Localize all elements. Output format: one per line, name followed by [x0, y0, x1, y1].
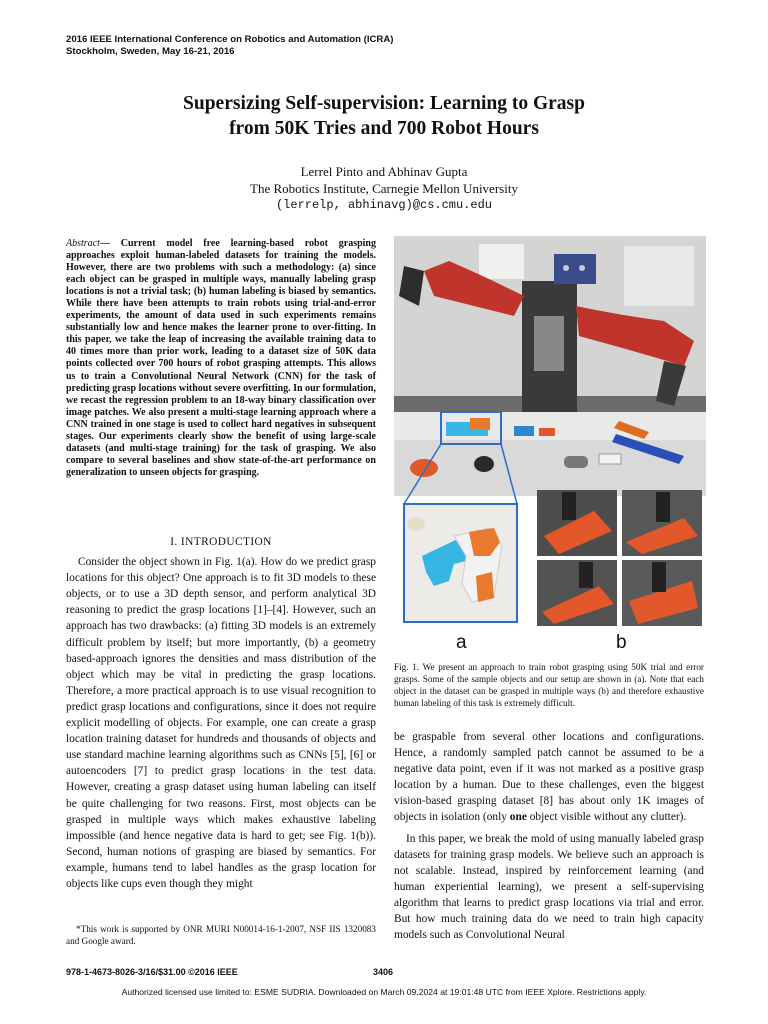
- conference-location: Stockholm, Sweden, May 16-21, 2016: [66, 46, 235, 57]
- email: (lerrelp, abhinavg)@cs.cmu.edu: [275, 198, 493, 212]
- right-column: [394, 729, 704, 943]
- panel-label-a: a: [456, 632, 467, 653]
- paper-title: [0, 91, 768, 141]
- right-para1-part-b: object visible without any clutter).: [526, 811, 687, 824]
- right-paragraph-2: In this paper, we break the mold of using manually labeled grasp datasets for training grasp models. We believe such an approach is not scalable. Instead, inspired by reinforcement learning (and human experiential learning), we present a self-supervising algorithm that learns to predict grasp locations via trial and error. But how much training data do we need to train high capacity models such as Convolutional Neural: [394, 832, 704, 942]
- panel-label-b: b: [616, 632, 627, 653]
- section-heading: I. INTRODUCTION: [170, 536, 272, 548]
- right-paragraph-1: [394, 729, 704, 826]
- intro-paragraph-1: Consider the object shown in Fig. 1(a). How do we predict grasp locations for this object? One approach is to fit 3D models to these objects, or to use a 3D depth sensor, and perform analytical 3D reasoning to predict the grasp locations [1]–[4]. However, such an approach has two drawbacks: (a) fitting 3D models is an extremely difficult problem by itself; but more importantly, (b) a geometry based-approach ignores the densities and mass distribution of the object which may be vital in predicting the grasp locations. Therefore, a more practical approach is to use visual recognition to predict grasp locations and configurations, since it does not require explicit modelling of objects. For example, one can create a grasp location training dataset for hundreds and thousands of objects and use standard machine learning algorithms such as CNNs [5], [6] or autoencoders [7] to predict grasp locations in the test data. However, creating a grasp dataset using human labeling can itself be quite challenging for two reasons. First, most objects can be grasped in multiple ways which makes exhaustive labeling impossible (and hence negative data is hard to get; see Fig. 1(b)). Second, human notions of grasping are biased by semantics. For example, humans tend to label handles as the grasp location for objects like cups even though they might: [66, 556, 376, 890]
- abstract-label: Abstract: [66, 238, 100, 249]
- isbn-footer: 978-1-4673-8026-3/16/$31.00 ©2016 IEEE: [66, 967, 238, 977]
- footnote-text: *This work is supported by ONR MURI N00014-16-1-2007, NSF IIS 1320083 and Google award.: [66, 924, 376, 946]
- robot-photo: [394, 236, 706, 496]
- left-column: [66, 526, 376, 892]
- title-line-2: from 50K Tries and 700 Robot Hours: [229, 118, 539, 139]
- figure-caption: Fig. 1. We present an approach to train robot grasping using 50K trial and error grasps. Some of the sample objects and our setup are shown in (a). Note that each object in the dataset can be grasped in multiple ways (b) and therefore exhaustive human labeling of this task is extremely difficult.: [394, 662, 704, 709]
- panel-a-zoom: [404, 504, 517, 622]
- license-notice: Authorized licensed use limited to: ESME SUDRIA. Downloaded on March 09,2024 at 19:01:48 UTC from IEEE Xplore. Restrictions apply.: [121, 987, 647, 997]
- title-line-1: Supersizing Self-supervision: Learning to Grasp: [183, 93, 585, 114]
- page-number: 3406: [373, 967, 394, 977]
- conference-name: 2016 IEEE International Conference on Robotics and Automation (ICRA): [66, 34, 394, 45]
- figure-1: [394, 236, 706, 634]
- authors: Lerrel Pinto and Abhinav Gupta: [300, 164, 468, 179]
- abstract-text: — Current model free learning-based robot grasping approaches exploit human-labeled datasets for training the models. However, there are two problems with such a methodology: (a) since each object can be grasped in multiple ways, manually labeling grasp locations is not a trivial task; (b) human labeling is biased by semantics. While there have been attempts to train robots using trial-and-error experiments, the amount of data used in such experiments remains substantially low and hence makes the learner prone to over-fitting. In this paper, we take the leap of increasing the available training data to 40 times more than prior work, leading to a dataset size of 50K data points collected over 700 hours of robot grasping attempts. This allows us to train a Convolutional Neural Network (CNN) for the task of predicting grasp locations without severe overfitting. In our formulation, we recast the regression problem to an 18-way binary classification over image patches. We also present a multi-stage learning approach where a CNN trained in one stage is used to collect hard negatives in subsequent stages. Our experiments clearly show the benefit of using large-scale datasets (and multi-stage training) for the task of grasping. We also compare to several baselines and show state-of-the-art performance on generalization to unseen objects for grasping.: [66, 238, 376, 478]
- panel-b-grasps: [537, 490, 702, 626]
- conference-header: [66, 34, 393, 58]
- right-para1-part-a: be graspable from several other locations and configurations. Hence, a randomly sampled patch cannot be assumed to be a negative data point, even if it was not marked as a positive grasp location by a human. Due to these challenges, even the biggest vision-based grasping dataset [8] has about only 1K images of objects in isolation (only: [394, 731, 704, 824]
- right-para1-emphasis: one: [509, 811, 527, 824]
- footnote: [66, 923, 376, 947]
- abstract: [66, 238, 376, 479]
- author-block: [0, 163, 768, 214]
- affiliation: The Robotics Institute, Carnegie Mellon University: [250, 181, 518, 196]
